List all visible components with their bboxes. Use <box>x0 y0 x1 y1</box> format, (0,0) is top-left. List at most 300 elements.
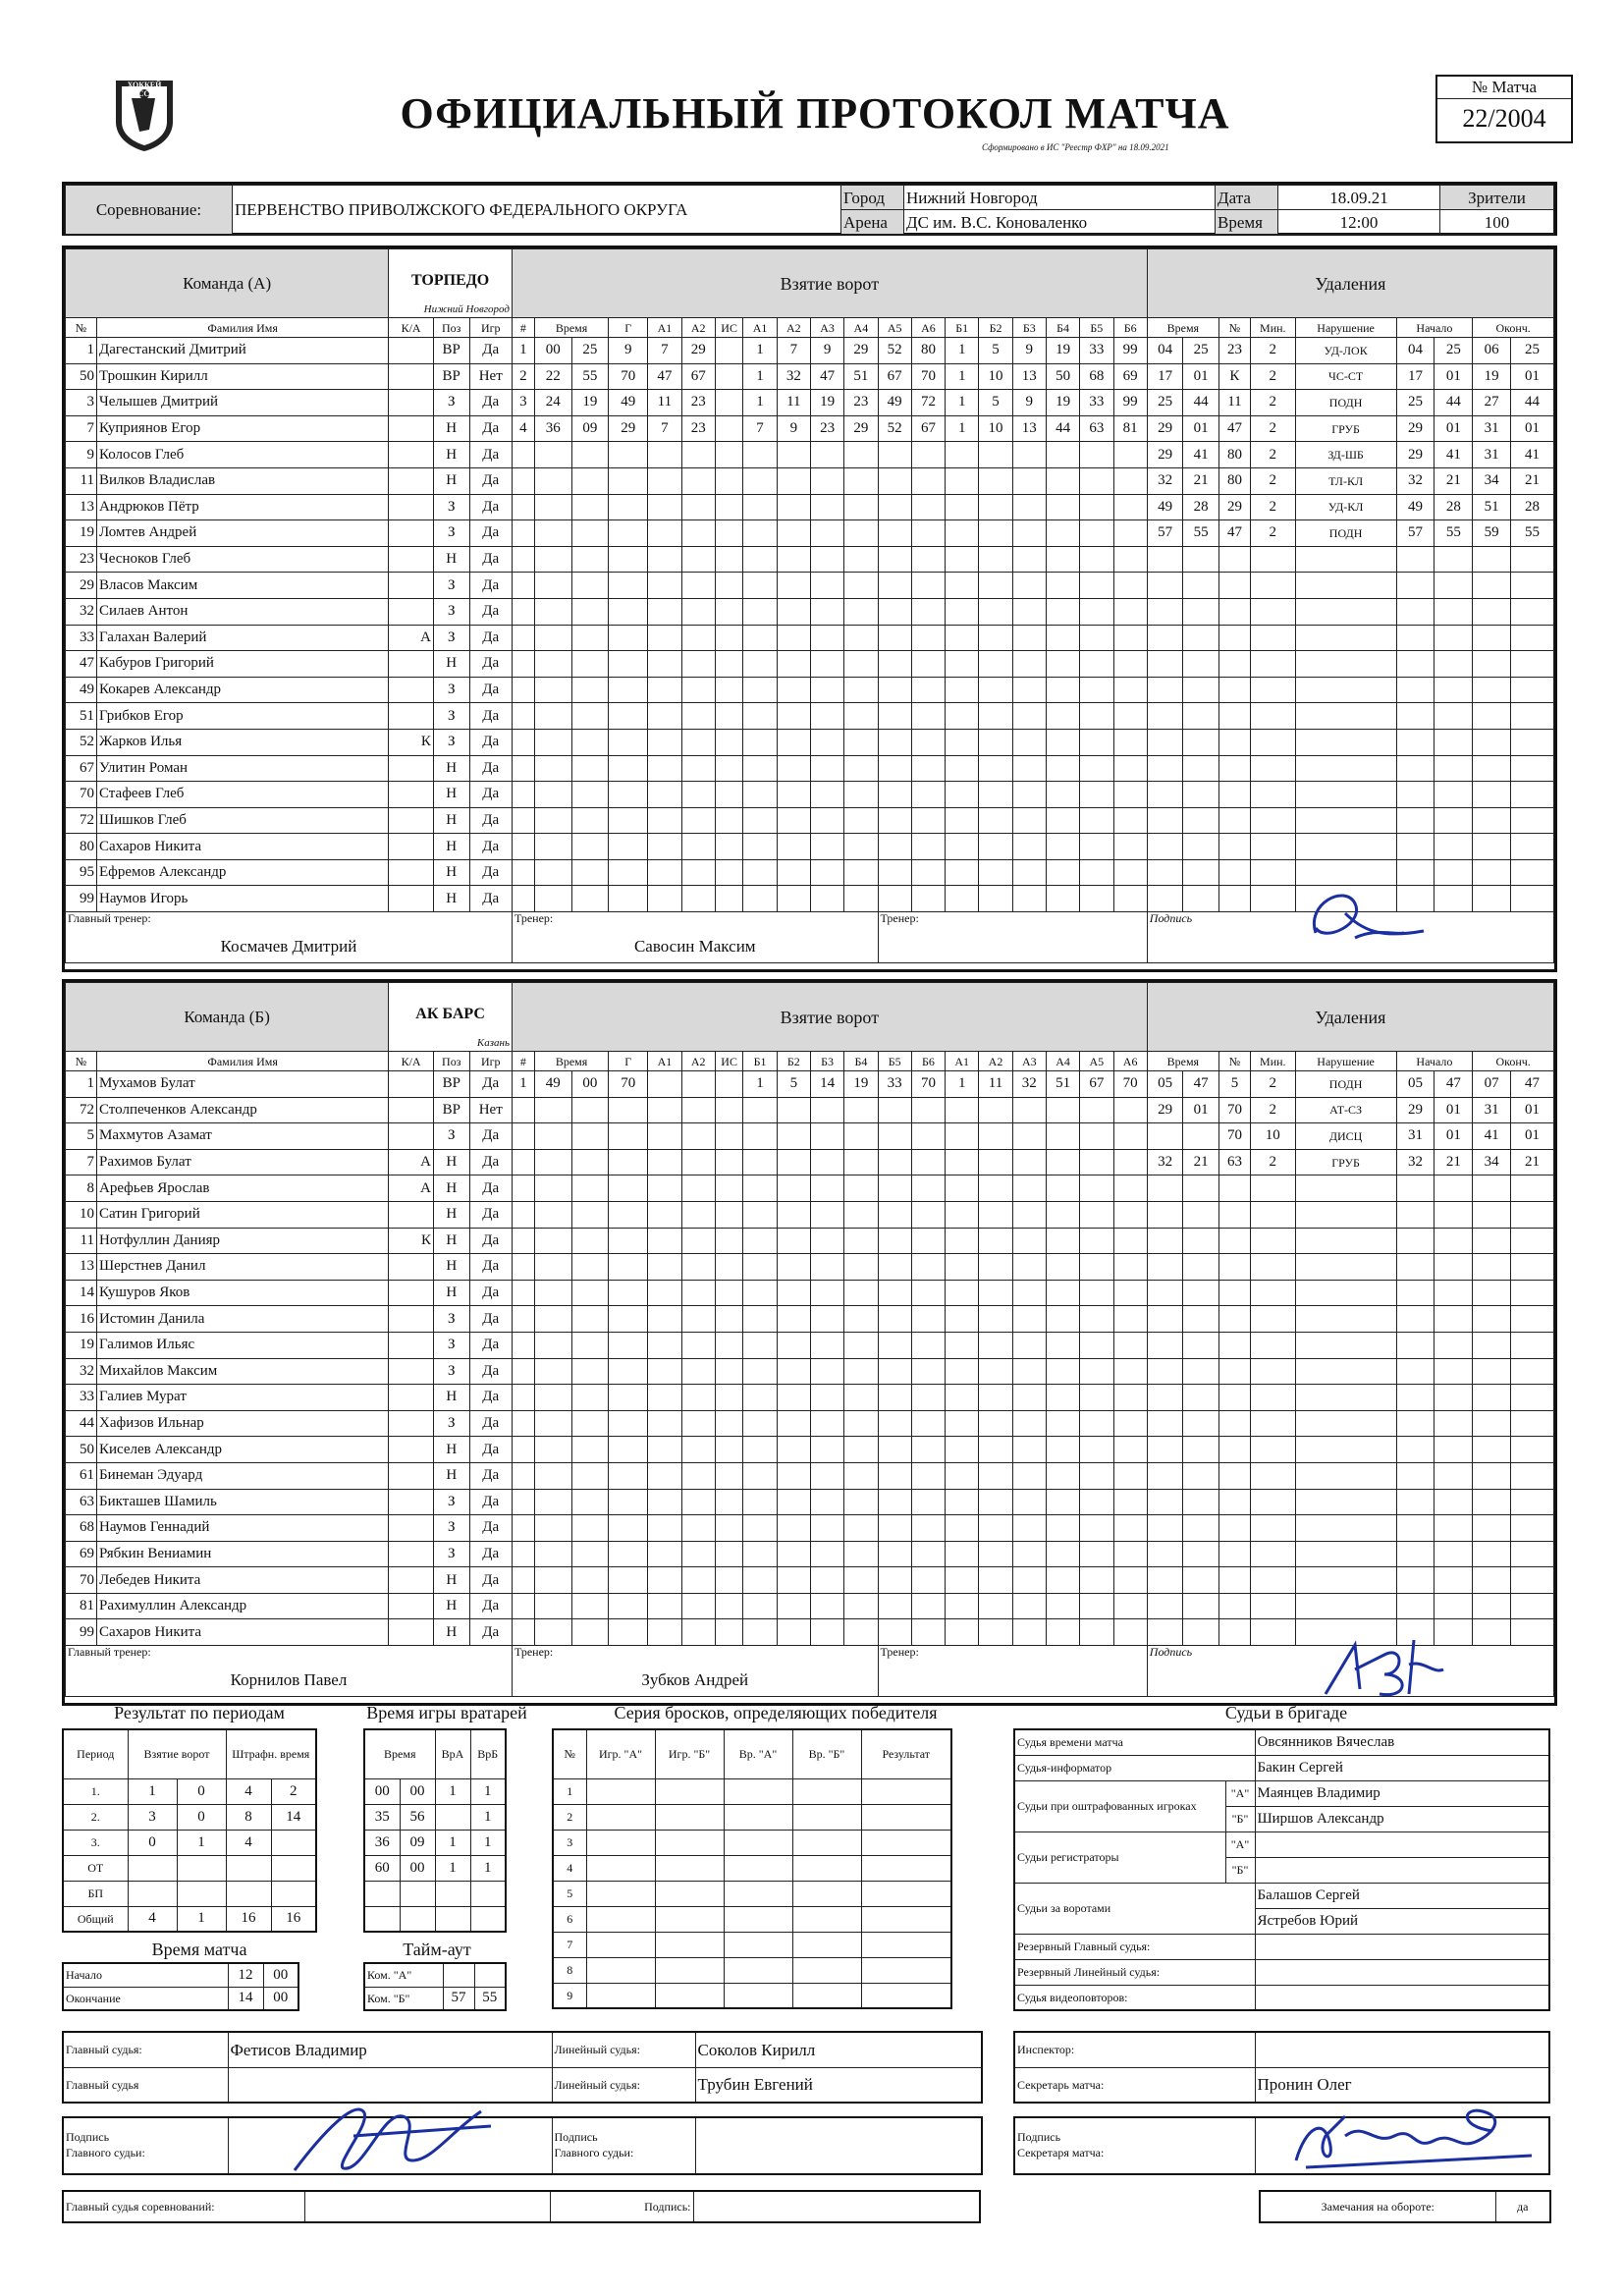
goal-empty-cell <box>1113 1462 1147 1489</box>
goal-empty-cell <box>911 782 945 808</box>
goal-empty-cell <box>743 546 777 573</box>
player-pos: Н <box>433 1149 469 1175</box>
penalty-empty-cell <box>1295 1254 1396 1281</box>
player-name: Махмутов Азамат <box>97 1123 389 1150</box>
coach-1-cell <box>512 912 878 963</box>
goal-empty-cell <box>911 1306 945 1333</box>
goal-empty-cell <box>946 1385 979 1411</box>
goal-empty-cell <box>911 807 945 834</box>
goal-empty-cell <box>512 677 534 703</box>
shootout-row <box>553 1804 951 1830</box>
goal-mm: 49 <box>534 1071 571 1098</box>
goal-empty-cell <box>810 651 843 678</box>
header-ka: К/А <box>389 318 434 338</box>
period-pim-a <box>226 1881 271 1906</box>
penalties-section-label: Удаления <box>1147 983 1553 1052</box>
goalie-mm: 60 <box>364 1855 400 1881</box>
goal-empty-cell <box>534 807 571 834</box>
goal-empty-cell <box>571 729 609 755</box>
goal-empty-cell <box>1046 467 1079 494</box>
player-name: Силаев Антон <box>97 598 389 625</box>
goal-empty-cell <box>844 546 878 573</box>
goal-empty-cell <box>777 546 810 573</box>
goal-onice: 63 <box>1080 415 1113 442</box>
player-number: 1 <box>66 338 97 364</box>
player-ka <box>389 442 434 468</box>
goal-a1 <box>648 1071 681 1098</box>
player-pos: З <box>433 390 469 416</box>
goal-empty-cell <box>715 782 743 808</box>
goal-empty-cell <box>1046 1515 1079 1542</box>
goal-onice: 19 <box>844 1071 878 1098</box>
penalty-empty-cell <box>1435 1593 1473 1619</box>
period-name: 1. <box>63 1778 128 1804</box>
goal-empty-cell <box>946 1489 979 1515</box>
goal-empty-cell <box>715 1306 743 1333</box>
player-ka <box>389 390 434 416</box>
header-onice: А2 <box>777 318 810 338</box>
goal-empty-cell <box>1080 1358 1113 1385</box>
goal-empty-cell <box>1113 1385 1147 1411</box>
penalty-empty-cell <box>1183 1567 1219 1594</box>
goal-empty-cell <box>743 807 777 834</box>
header-onice: Б3 <box>810 1052 843 1071</box>
city: Нижний Новгород <box>904 186 1216 210</box>
goal-empty-cell <box>878 807 911 834</box>
goal-empty-cell <box>946 1228 979 1254</box>
player-played: Да <box>469 494 512 520</box>
shootout-cell <box>586 1881 655 1906</box>
goal-scorer: 70 <box>609 363 648 390</box>
goal-empty-cell <box>946 1462 979 1489</box>
goalie-time-title: Время игры вратарей <box>366 1703 527 1722</box>
goal-judge-1: Балашов Сергей <box>1255 1883 1549 1908</box>
penalty-empty-cell <box>1473 703 1511 730</box>
goal-empty-cell <box>911 1123 945 1150</box>
goal-empty-cell <box>946 1567 979 1594</box>
penalty-min: 10 <box>1250 1123 1295 1150</box>
penalty-min: 2 <box>1250 338 1295 364</box>
goal-empty-cell <box>1080 807 1113 834</box>
player-ka <box>389 1385 434 1411</box>
goal-empty-cell <box>1080 1567 1113 1594</box>
goal-empty-cell <box>810 1385 843 1411</box>
shootout-cell <box>792 1830 861 1855</box>
player-ka <box>389 651 434 678</box>
penalty-empty-cell <box>1147 859 1183 886</box>
goal-empty-cell <box>1012 886 1046 912</box>
goal-empty-cell <box>979 1541 1012 1567</box>
player-number: 47 <box>66 651 97 678</box>
goal-empty-cell <box>979 1149 1012 1175</box>
goal-empty-cell <box>571 1306 609 1333</box>
goalie-ss: 00 <box>400 1855 435 1881</box>
team-a-city: Нижний Новгород <box>423 303 510 315</box>
penalty-mm: 05 <box>1147 1071 1183 1098</box>
penalty-empty-cell <box>1396 1201 1435 1228</box>
shootout-cell <box>861 1906 951 1932</box>
player-ka <box>389 782 434 808</box>
player-number: 10 <box>66 1201 97 1228</box>
goal-empty-cell <box>534 1358 571 1385</box>
header-played: Игр <box>469 318 512 338</box>
penalty-empty-cell <box>1183 782 1219 808</box>
secretary-signature-icon <box>1286 2087 1551 2175</box>
player-row <box>66 1175 1554 1202</box>
penalty-empty-cell <box>1147 677 1183 703</box>
player-played: Да <box>469 1306 512 1333</box>
goal-empty-cell <box>1012 1515 1046 1542</box>
goal-empty-cell <box>534 573 571 599</box>
goal-empty-cell <box>534 1123 571 1150</box>
goal-empty-cell <box>777 1567 810 1594</box>
penalty-end-mm: 34 <box>1473 1149 1511 1175</box>
goal-empty-cell <box>743 677 777 703</box>
logo-text: ХОККЕЙ РОССИИ <box>127 81 162 98</box>
goal-onice: 52 <box>878 415 911 442</box>
goal-empty-cell <box>743 625 777 651</box>
goal-empty-cell <box>609 598 648 625</box>
player-played: Да <box>469 598 512 625</box>
goal-empty-cell <box>715 467 743 494</box>
penalty-start-mm: 57 <box>1396 520 1435 547</box>
goal-empty-cell <box>609 859 648 886</box>
penalty-empty-cell <box>1295 859 1396 886</box>
goal-onice: 13 <box>1012 415 1046 442</box>
penalty-empty-cell <box>1295 1410 1396 1437</box>
penalty-empty-cell <box>1250 1567 1295 1594</box>
goal-empty-cell <box>946 442 979 468</box>
goal-empty-cell <box>946 859 979 886</box>
goal-empty-cell <box>681 886 715 912</box>
penalty-empty-cell <box>1250 677 1295 703</box>
player-pos: Н <box>433 1228 469 1254</box>
goal-empty-cell <box>777 729 810 755</box>
player-ka: К <box>389 729 434 755</box>
player-ka <box>389 1201 434 1228</box>
goal-onice: 50 <box>1046 363 1079 390</box>
goal-empty-cell <box>911 859 945 886</box>
goal-onice: 1 <box>946 363 979 390</box>
penalty-empty-cell <box>1218 729 1250 755</box>
player-pos: З <box>433 573 469 599</box>
shootout-cell <box>861 1855 951 1881</box>
goal-empty-cell <box>512 1358 534 1385</box>
goal-empty-cell <box>810 1593 843 1619</box>
player-pos: Н <box>433 1280 469 1306</box>
goal-empty-cell <box>810 1332 843 1358</box>
goal-empty-cell <box>681 1175 715 1202</box>
goal-empty-cell <box>844 1385 878 1411</box>
page-title: ОФИЦИАЛЬНЫЙ ПРОТОКОЛ МАТЧА <box>400 89 1230 137</box>
goal-empty-cell <box>609 1201 648 1228</box>
penalty-empty-cell <box>1147 546 1183 573</box>
penalty-violation: УД-КЛ <box>1295 494 1396 520</box>
shootout-cell <box>655 1906 724 1932</box>
goal-empty-cell <box>571 1462 609 1489</box>
goal-empty-cell <box>512 1254 534 1281</box>
goal-judge-2: Ястребов Юрий <box>1255 1908 1549 1934</box>
goal-empty-cell <box>648 1567 681 1594</box>
header-pen-time: Время <box>1147 318 1218 338</box>
goal-empty-cell <box>946 729 979 755</box>
player-played: Да <box>469 886 512 912</box>
shootout-cell <box>792 1957 861 1983</box>
penalty-empty-cell <box>1511 1619 1554 1646</box>
goal-empty-cell <box>1113 1201 1147 1228</box>
penalty-empty-cell <box>1147 834 1183 860</box>
penalty-violation: ЗД-ШБ <box>1295 442 1396 468</box>
goal-empty-cell <box>777 677 810 703</box>
penalties-section-label: Удаления <box>1147 249 1553 318</box>
penalty-empty-cell <box>1218 1541 1250 1567</box>
header-onice: А5 <box>1080 1052 1113 1071</box>
player-name: Стафеев Глеб <box>97 782 389 808</box>
player-name: Кушуров Яков <box>97 1280 389 1306</box>
penalty-empty-cell <box>1295 546 1396 573</box>
goal-empty-cell <box>571 1385 609 1411</box>
goal-empty-cell <box>512 729 534 755</box>
goal-empty-cell <box>648 598 681 625</box>
player-pos: Н <box>433 859 469 886</box>
goal-empty-cell <box>979 1489 1012 1515</box>
goal-empty-cell <box>534 703 571 730</box>
team-a-table <box>65 248 1554 963</box>
goalie-ss: 09 <box>400 1830 435 1855</box>
period-name: БП <box>63 1881 128 1906</box>
goal-empty-cell <box>1046 1385 1079 1411</box>
goal-empty-cell <box>1080 1541 1113 1567</box>
penalty-end-ss: 01 <box>1511 415 1554 442</box>
player-row <box>66 573 1554 599</box>
shootout-row <box>553 1957 951 1983</box>
penalty-empty-cell <box>1396 1489 1435 1515</box>
referee-1-label: Главный судья: <box>63 2032 228 2067</box>
goal-empty-cell <box>1012 1123 1046 1150</box>
timeout-table <box>363 1962 507 2011</box>
player-pos: З <box>433 1410 469 1437</box>
goal-empty-cell <box>609 1515 648 1542</box>
periods-table-wrap <box>62 1728 317 1933</box>
goal-empty-cell <box>1080 1175 1113 1202</box>
goal-empty-cell <box>911 1567 945 1594</box>
header-pen-start: Начало <box>1396 1052 1473 1071</box>
penalty-end-mm: 31 <box>1473 1097 1511 1123</box>
goal-onice: 67 <box>1080 1071 1113 1098</box>
penalty-player: 23 <box>1218 338 1250 364</box>
goal-empty-cell <box>810 1097 843 1123</box>
penalty-start-ss: 01 <box>1435 363 1473 390</box>
player-row <box>66 834 1554 860</box>
goal-empty-cell <box>844 467 878 494</box>
goal-empty-cell <box>743 755 777 782</box>
goal-empty-cell <box>571 782 609 808</box>
head-coach-label: Главный тренер: <box>68 1645 151 1660</box>
spectators-label: Зрители <box>1440 186 1554 210</box>
goal-empty-cell <box>715 1175 743 1202</box>
goal-empty-cell <box>777 1149 810 1175</box>
player-name: Колосов Глеб <box>97 442 389 468</box>
goal-empty-cell <box>777 1593 810 1619</box>
penalty-start-mm: 29 <box>1396 1097 1435 1123</box>
goal-empty-cell <box>1113 625 1147 651</box>
goal-empty-cell <box>878 494 911 520</box>
goal-empty-cell <box>810 834 843 860</box>
goal-empty-cell <box>844 1410 878 1437</box>
header-onice: А6 <box>1113 1052 1147 1071</box>
shootout-cell <box>586 1906 655 1932</box>
header-no: № <box>66 318 97 338</box>
penalty-empty-cell <box>1435 1254 1473 1281</box>
goal-empty-cell <box>979 494 1012 520</box>
referee-signature-label-2: Главного судьи: <box>66 2146 145 2159</box>
goal-empty-cell <box>777 1541 810 1567</box>
goal-empty-cell <box>648 1149 681 1175</box>
penalty-start-ss: 21 <box>1435 467 1473 494</box>
goalie-b: 1 <box>470 1804 506 1830</box>
player-number: 16 <box>66 1306 97 1333</box>
shootout-cell <box>655 1932 724 1957</box>
player-row <box>66 755 1554 782</box>
coach-2-label: Тренер: <box>880 911 919 926</box>
goal-number: 3 <box>512 390 534 416</box>
goal-empty-cell <box>743 1228 777 1254</box>
penalty-empty-cell <box>1250 1410 1295 1437</box>
registrar-b <box>1255 1857 1549 1883</box>
goal-empty-cell <box>810 1123 843 1150</box>
penalty-empty-cell <box>1183 1280 1219 1306</box>
goal-empty-cell <box>648 1437 681 1463</box>
penalty-ss: 01 <box>1183 1097 1219 1123</box>
goal-empty-cell <box>571 1332 609 1358</box>
player-ka <box>389 1071 434 1098</box>
goal-empty-cell <box>571 442 609 468</box>
goal-empty-cell <box>946 573 979 599</box>
penalty-empty-cell <box>1250 1254 1295 1281</box>
goal-empty-cell <box>715 729 743 755</box>
goal-empty-cell <box>681 1437 715 1463</box>
penalty-empty-cell <box>1473 1515 1511 1542</box>
header-goal-a1: А1 <box>648 1052 681 1071</box>
player-row <box>66 1541 1554 1567</box>
goal-empty-cell <box>512 1332 534 1358</box>
goal-empty-cell <box>844 1437 878 1463</box>
goal-empty-cell <box>844 1123 878 1150</box>
penalty-empty-cell <box>1435 1280 1473 1306</box>
goalie-b <box>470 1881 506 1906</box>
secretary-signature-label <box>1014 2117 1255 2174</box>
penalty-violation: ГРУБ <box>1295 415 1396 442</box>
goal-empty-cell <box>1080 1410 1113 1437</box>
penalty-player: 47 <box>1218 520 1250 547</box>
penalty-empty-cell <box>1183 886 1219 912</box>
goal-empty-cell <box>878 625 911 651</box>
penalty-empty-cell <box>1396 859 1435 886</box>
header-played: Игр <box>469 1052 512 1071</box>
penalty-empty-cell <box>1511 729 1554 755</box>
secretary-label: Секретарь матча: <box>1014 2067 1255 2103</box>
goal-empty-cell <box>810 546 843 573</box>
goal-empty-cell <box>979 573 1012 599</box>
goal-empty-cell <box>878 1306 911 1333</box>
shootout-cell <box>655 1830 724 1855</box>
goal-empty-cell <box>609 1123 648 1150</box>
goal-empty-cell <box>512 834 534 860</box>
goal-empty-cell <box>609 782 648 808</box>
goalie-mm: 35 <box>364 1804 400 1830</box>
penalty-empty-cell <box>1435 755 1473 782</box>
penalty-empty-cell <box>1396 1462 1435 1489</box>
goal-onice: 10 <box>979 415 1012 442</box>
penalty-player: 5 <box>1218 1071 1250 1098</box>
remarks: да <box>1495 2191 1550 2222</box>
player-played: Да <box>469 651 512 678</box>
goal-empty-cell <box>571 1175 609 1202</box>
period-row <box>63 1881 316 1906</box>
player-ka <box>389 598 434 625</box>
goal-empty-cell <box>571 1541 609 1567</box>
shootout-header: Результат <box>861 1729 951 1778</box>
goal-empty-cell <box>1046 782 1079 808</box>
shootout-cell <box>724 1855 792 1881</box>
goal-empty-cell <box>911 1437 945 1463</box>
shootout-row <box>553 1830 951 1855</box>
goal-empty-cell <box>571 1358 609 1385</box>
penalty-empty-cell <box>1435 1462 1473 1489</box>
goal-empty-cell <box>743 859 777 886</box>
inspector-label: Инспектор: <box>1014 2032 1255 2067</box>
goal-empty-cell <box>715 1593 743 1619</box>
goal-empty-cell <box>681 1541 715 1567</box>
goal-empty-cell <box>979 755 1012 782</box>
goal-empty-cell <box>777 1332 810 1358</box>
penalty-ss: 41 <box>1183 442 1219 468</box>
goal-empty-cell <box>878 1619 911 1646</box>
goal-empty-cell <box>648 1306 681 1333</box>
goal-empty-cell <box>571 520 609 547</box>
goal-empty-cell <box>715 1489 743 1515</box>
goal-empty-cell <box>743 1593 777 1619</box>
penalty-empty-cell <box>1218 1489 1250 1515</box>
goal-empty-cell <box>648 1410 681 1437</box>
player-pos: Н <box>433 886 469 912</box>
goal-onice: 5 <box>979 390 1012 416</box>
goal-empty-cell <box>810 1541 843 1567</box>
shootout-cell <box>655 1804 724 1830</box>
goal-empty-cell <box>1080 1149 1113 1175</box>
goalie-a <box>435 1804 470 1830</box>
player-name: Арефьев Ярослав <box>97 1175 389 1202</box>
goal-onice: 9 <box>810 338 843 364</box>
penalty-empty-cell <box>1218 1332 1250 1358</box>
goal-empty-cell <box>534 1593 571 1619</box>
shootout-row <box>553 1983 951 2008</box>
goal-empty-cell <box>571 834 609 860</box>
goal-empty-cell <box>979 859 1012 886</box>
goal-empty-cell <box>512 1541 534 1567</box>
goal-onice: 1 <box>743 390 777 416</box>
goal-empty-cell <box>777 467 810 494</box>
goal-empty-cell <box>609 1306 648 1333</box>
goal-empty-cell <box>878 1593 911 1619</box>
goal-empty-cell <box>810 1567 843 1594</box>
shootout-row <box>553 1906 951 1932</box>
penalty-empty-cell <box>1511 1593 1554 1619</box>
penalty-empty-cell <box>1147 782 1183 808</box>
goal-empty-cell <box>681 467 715 494</box>
goalie-ss <box>400 1881 435 1906</box>
header-pos: Поз <box>433 1052 469 1071</box>
